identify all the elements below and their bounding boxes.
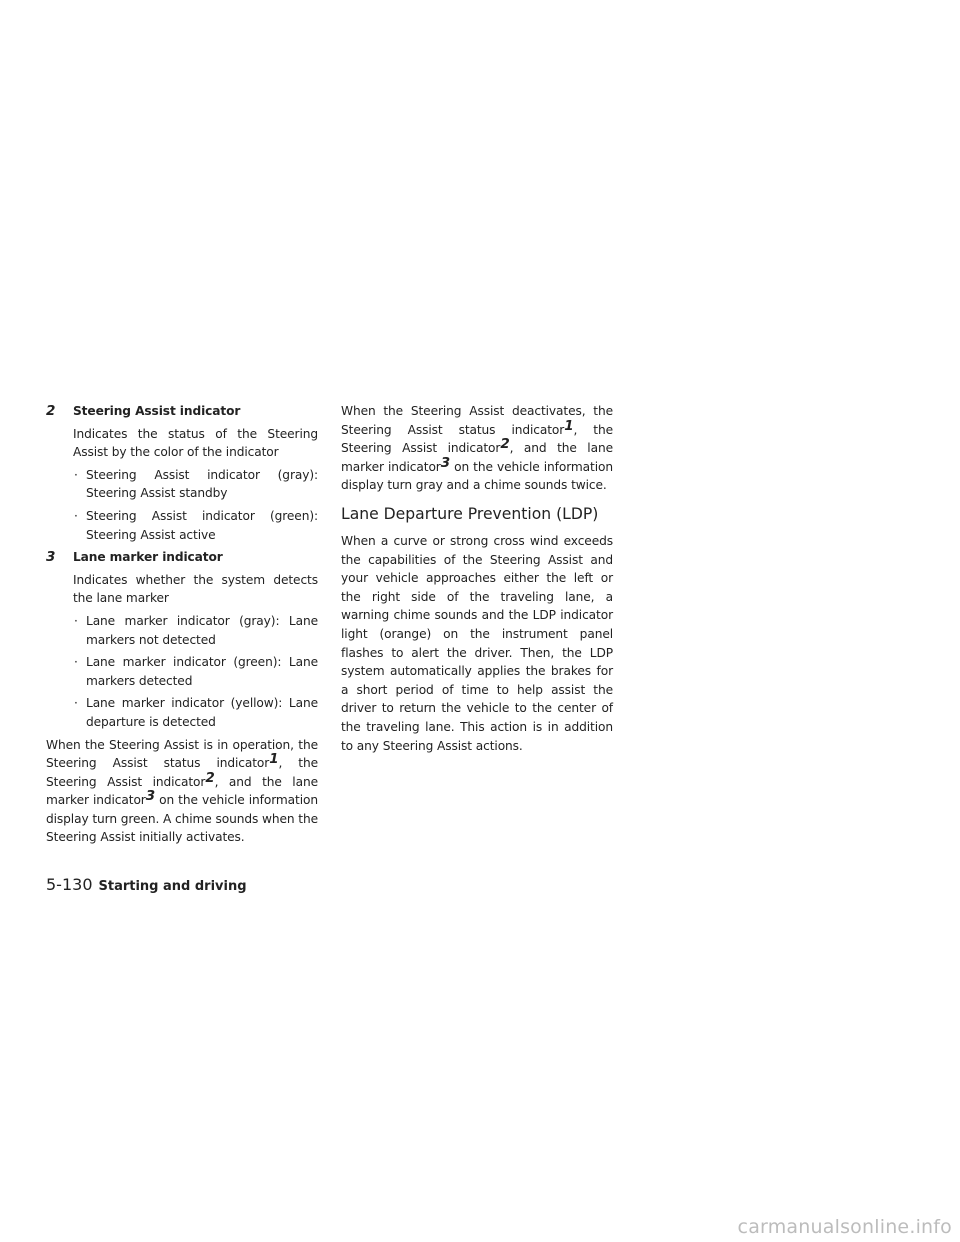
- right-column: [341, 402, 613, 759]
- item-title: Lane marker indicator: [73, 550, 223, 565]
- bullet-icon: ·: [74, 655, 78, 670]
- item-title: Steering Assist indicator: [73, 404, 241, 418]
- list-item-text: Lane marker indicator (yellow): Lane departure is detected: [86, 696, 318, 729]
- bullet-icon: ·: [74, 613, 78, 628]
- list-item-text: Lane marker indicator (green): Lane markers detected: [86, 655, 318, 688]
- item-description: Indicates whether the system detects the lane marker: [73, 572, 318, 606]
- text-run: , the Steering Assist indicator: [341, 422, 613, 456]
- callout-number-1: 1: [564, 417, 574, 434]
- operation-paragraph: [46, 736, 318, 848]
- text-run: on the vehicle information display turn green. A chime sounds when the Steering Assist initially activates.: [46, 793, 318, 845]
- callout-number-2: 2: [205, 769, 215, 786]
- text-run: When the Steering Assist deactivates, the Steering Assist status indicator: [341, 404, 613, 437]
- callout-number-2: 2: [46, 403, 56, 420]
- item-heading-steering-assist-indicator: [46, 402, 318, 421]
- text-run: When the Steering Assist is in operation, the Steering Assist status indicator: [46, 737, 318, 771]
- list-item: [73, 466, 318, 503]
- bullet-icon: ·: [74, 696, 78, 711]
- ldp-paragraph: When a curve or strong cross wind exceeds the capabilities of the Steering Assist and your vehicle approaches either the left or the right side of the traveling lane, a warning chime sounds and the LDP indicator light (orange) on the instrument panel flashes to alert the driver. Then, the LDP system automatically applies the brakes for a short period of time to help assist the driver to return the vehicle to the center of the traveling lane. This action is in addition to any Steering Assist actions.: [341, 533, 613, 753]
- callout-number-3: 3: [440, 454, 451, 471]
- page-footer: [46, 875, 247, 894]
- bullet-icon: ·: [74, 508, 78, 523]
- item-description: Indicates the status of the Steering Assist by the color of the indicator: [73, 426, 318, 460]
- bullet-icon: ·: [74, 467, 78, 482]
- text-run: , and the lane marker indicator: [341, 441, 613, 474]
- watermark: carmanualsonline.info: [737, 1216, 952, 1238]
- list-item: [73, 653, 318, 690]
- list-item: [73, 612, 318, 649]
- deactivate-paragraph: [341, 402, 613, 495]
- list-item-text: Lane marker indicator (gray): Lane markers not detected: [86, 613, 318, 647]
- text-run: , the Steering Assist indicator: [46, 756, 318, 789]
- item-heading-lane-marker-indicator: [46, 548, 318, 567]
- section-heading-ldp: Lane Departure Prevention (LDP): [341, 504, 599, 523]
- page-number: 5-130: [46, 875, 93, 894]
- list-item: [73, 507, 318, 544]
- callout-number-3: 3: [145, 788, 156, 805]
- callout-number-2: 2: [500, 436, 510, 453]
- list-item-text: Steering Assist indicator (green): Steering Assist active: [86, 508, 318, 542]
- text-run: , and the lane marker indicator: [46, 774, 318, 808]
- section-name: Starting and driving: [98, 879, 247, 894]
- left-column: [46, 402, 318, 851]
- callout-number-3: 3: [46, 549, 56, 566]
- list-item: [73, 694, 318, 731]
- list-item-text: Steering Assist indicator (gray): Steering Assist standby: [86, 467, 318, 501]
- callout-number-1: 1: [269, 751, 279, 768]
- text-run: on the vehicle information display turn gray and a chime sounds twice.: [341, 459, 613, 493]
